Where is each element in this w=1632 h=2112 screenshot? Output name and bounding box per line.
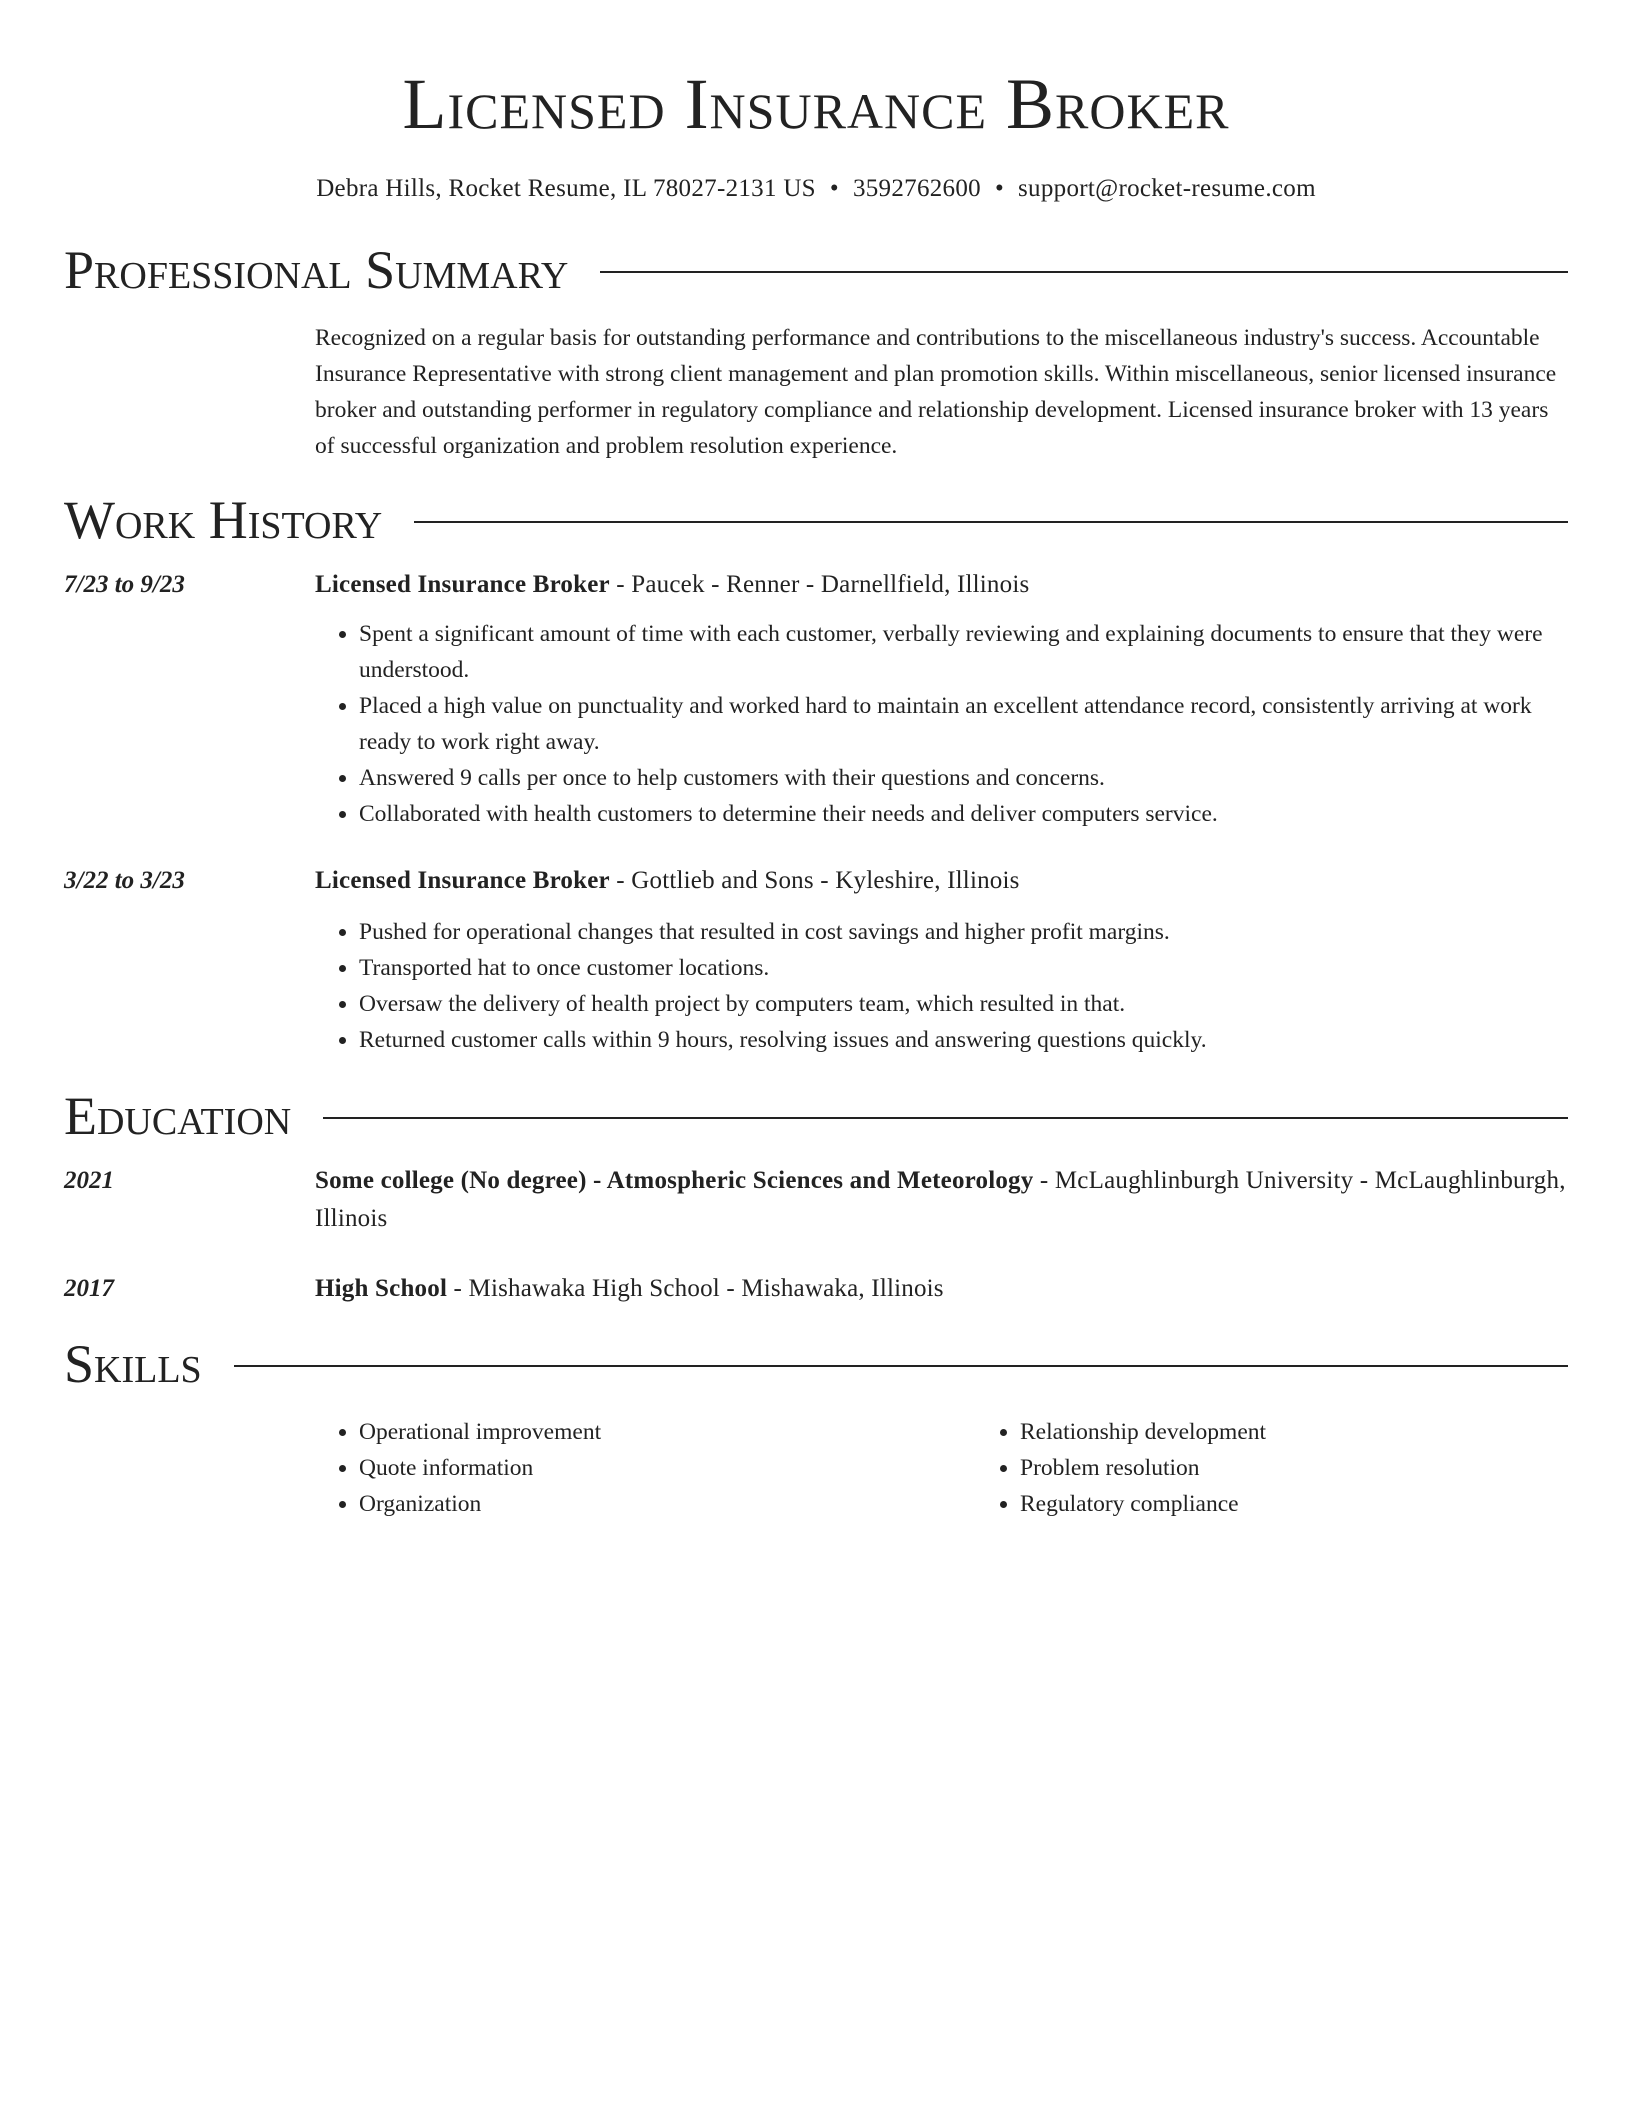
job-position: Licensed Insurance Broker (315, 867, 610, 894)
job-bullet: • Answered 9 calls per once to help customers with their questions and concerns. (359, 760, 1568, 796)
job-bullet: • Pushed for operational changes that resulted in cost savings and higher profit margins. (359, 914, 1568, 950)
job-dates: 3/22 to 3/23 (64, 867, 185, 894)
contact-email: support@rocket-resume.com (1018, 175, 1316, 202)
job-bullet: • Transported hat to once customer locations. (359, 950, 1568, 986)
job-entry (64, 862, 1568, 1058)
job-title-line (315, 566, 1568, 604)
resume-name-heading: Licensed Insurance Broker (402, 64, 1230, 144)
summary-section-title: Professional Summary (64, 240, 569, 300)
summary-text: Recognized on a regular basis for outstanding performance and contributions to the miscellaneous industry's success. Accountable Insurance Representative with strong client management and plan promotion skills. Within miscellaneous, senior licensed insurance broker and outstanding performer in regulatory compliance and relationship development. Licensed insurance broker with 13 years of successful organization and problem resolution experience. (315, 325, 1557, 459)
work-section-title: Work History (64, 490, 383, 550)
job-bullet-list (315, 914, 1568, 1058)
contact-phone: 3592762600 (852, 175, 981, 202)
skills-section-title: Skills (64, 1334, 202, 1394)
education-year: 2017 (64, 1275, 114, 1302)
job-bullet: • Returned customer calls within 9 hours, resolving issues and answering questions quickly. (359, 1022, 1568, 1058)
skill-item: • Organization (359, 1486, 976, 1522)
job-details: - Paucek - Renner - Darnellfield, Illinois (609, 571, 1030, 598)
work-section-header (64, 490, 1568, 550)
summary-section-header (64, 240, 1568, 300)
job-bullet: • Placed a high value on punctuality and worked hard to maintain an excellent attendance record, consistently arriving at work ready to work right away. (359, 688, 1568, 760)
contact-separator: • (994, 175, 1005, 202)
skill-item: • Regulatory compliance (1020, 1486, 1632, 1522)
job-bullet-list (315, 616, 1568, 832)
skills-column (315, 1414, 976, 1522)
skills-section-header (64, 1334, 1568, 1394)
section-divider (600, 271, 1568, 273)
education-details: - McLaughlinburgh University - McLaughlinburgh, Illinois (315, 1167, 1566, 1232)
education-section-header (64, 1086, 1568, 1146)
education-year: 2021 (64, 1167, 114, 1194)
skills-grid (315, 1414, 1632, 1522)
section-divider (323, 1117, 1568, 1119)
education-section-title: Education (64, 1086, 292, 1146)
summary-row (64, 320, 1568, 464)
job-title-line (315, 862, 1568, 900)
job-dates: 7/23 to 9/23 (64, 571, 185, 598)
job-bullet: • Collaborated with health customers to determine their needs and deliver computers service. (359, 796, 1568, 832)
education-degree: Some college (No degree) - Atmospheric Sciences and Meteorology (315, 1167, 1034, 1194)
skill-item: • Problem resolution (1020, 1450, 1632, 1486)
job-bullet: • Spent a significant amount of time with each customer, verbally reviewing and explaining documents to ensure that they were understood. (359, 616, 1568, 688)
education-degree: High School (315, 1275, 448, 1302)
job-entry (64, 566, 1568, 832)
skills-row (64, 1414, 1568, 1522)
education-entry (64, 1162, 1568, 1238)
contact-address: Debra Hills, Rocket Resume, IL 78027-2131 US (316, 175, 816, 202)
section-divider (234, 1365, 1568, 1367)
section-divider (414, 521, 1568, 523)
skill-item: • Quote information (359, 1450, 976, 1486)
skill-item: • Relationship development (1020, 1414, 1632, 1450)
education-details: - Mishawaka High School - Mishawaka, Illinois (447, 1275, 944, 1302)
education-entry (64, 1270, 1568, 1308)
skill-item: • Operational improvement (359, 1414, 976, 1450)
skills-column (976, 1414, 1632, 1522)
job-position: Licensed Insurance Broker (315, 571, 610, 598)
job-bullet: • Oversaw the delivery of health project by computers team, which resulted in that. (359, 986, 1568, 1022)
contact-line (64, 172, 1568, 206)
job-details: - Gottlieb and Sons - Kyleshire, Illinois (609, 867, 1020, 894)
contact-separator: • (829, 175, 839, 202)
